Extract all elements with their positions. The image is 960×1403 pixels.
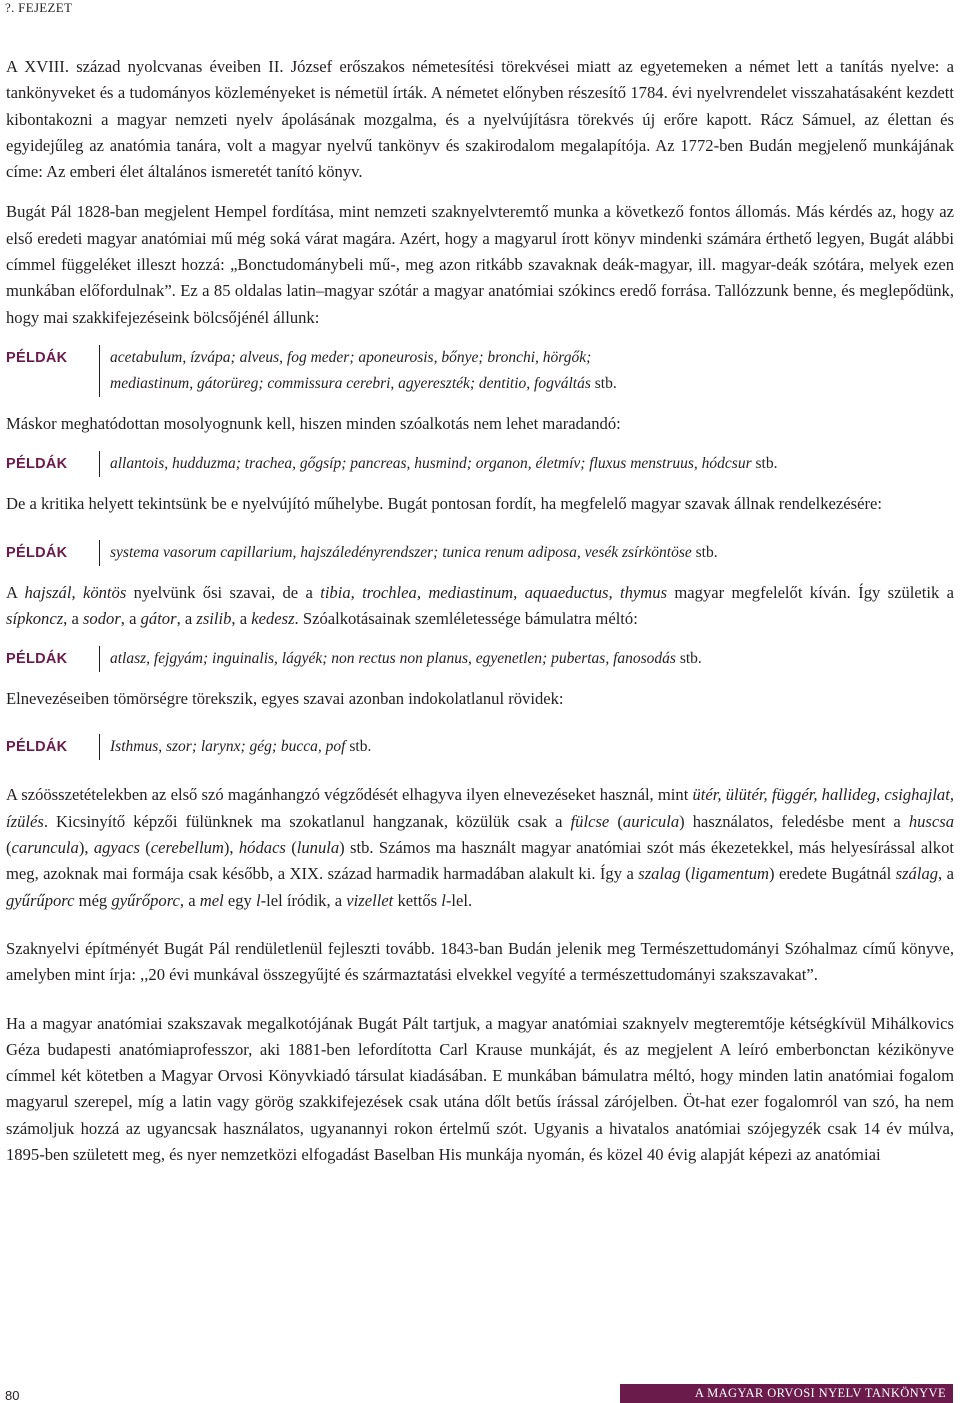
example-label: PÉLDÁK — [6, 739, 68, 756]
example-label: PÉLDÁK — [6, 544, 68, 561]
paragraph-5: A hajszál, köntös nyelvünk ősi szavai, de a tibia, trochlea, mediastinum, aquaeductus, thymus magyar megfelelőt kíván. Így születik a sípkoncz, a sodor, a gátor, a zsilib, a kedesz. Szóalkotásainak szemléletessége bámulatra méltó: — [6, 582, 954, 628]
example-text: atlasz, fejgyám; inguinalis, lágyék; non rectus non planus, egyenetlen; pubertas, fanosodás — [110, 650, 676, 668]
book-title-footer: A MAGYAR ORVOSI NYELV TANKÖNYVE — [620, 1384, 953, 1403]
example-body — [99, 734, 954, 760]
page-number: 80 — [5, 1388, 20, 1403]
example-line — [110, 371, 954, 397]
paragraph-9: Ha a magyar anatómiai szakszavak megalkotójának Bugát Pált tartjuk, a magyar anatómiai szaknyelv megteremtője kétségkívül Mihálkovics Géza budapesti anatómiaprofesszor, aki 1881-ben lefordította Carl Krause munkáját, és az megjelent A leíró emberbonctan kézikönyve címmel két kötetben a Magyar Orvosi Könyvkiadó társulat kiadásában. E munkában bámulatra méltó, hogy minden latin anatómiai fogalom magyarul szerepel, míg a latin vagy görög szakkifejezések csak utána dőlt betűs írással zárójelben. Öt-hat ezer fogalomról van szó, ha nem számoljuk hozzá az ugyancsak használatos, ugyanannyi rokon értelmű szót. Ugyanis a hivatalos anatómiai szójegyzék csak 14 év múlva, 1895-ben született meg, és nyer nemzetközi elfogadást Baselban His munkája nyomán, és közel 40 évig alapját képezi az anatómiai — [6, 1013, 954, 1165]
paragraph-8: Szaknyelvi építményét Bugát Pál rendületlenül fejleszti tovább. 1843-ban Budán jelenik meg Természettudományi Szóhalmaz című könyve, amelyben mint írja: ,,20 évi munkával összegyűjté és származtatási elvekkel vegyíté a természettudományi szakszavakat”. — [6, 938, 954, 985]
example-body — [99, 345, 954, 397]
example-text: allantois, hudduzma; trachea, gőgsíp; pancreas, husmind; organon, életmív; fluxus menstruus, hódcsur — [110, 455, 752, 473]
example-block-2 — [6, 451, 954, 477]
chapter-heading: ?. FEJEZET — [5, 0, 73, 15]
paragraph-4: De a kritika helyett tekintsünk be e nyelvújító műhelybe. Bugát pontosan fordít, ha megfelelő magyar szavak állnak rendelkezésére: — [6, 494, 882, 514]
example-body — [99, 451, 954, 477]
main-text — [6, 54, 954, 1168]
paragraph-2: Bugát Pál 1828-ban megjelent Hempel fordítása, mint nemzeti szaknyelvteremtő munka a következő fontos állomás. Más kérdés az, hogy az első eredeti magyar anatómiai mű még soká várat magára. Azért, hogy a magyarul írott könyv mindenki számára érthető legyen, Bugát alábbi címmel függeléket illeszt hozzá: „Bonctudománybeli mű-, meg azon ritkább szavaknak deák-magyar, ill. magyar-deák szótára, melyek ezen munkában előfordulnak”. Ez a 85 oldalas latin–magyar szótár a magyar anatómiai szókincs eredő forrása. Tallózzunk benne, és meglepődünk, hogy mai szakkifejezéseink bölcsőjénél állunk: — [6, 202, 954, 327]
example-text: mediastinum, gátorüreg; commissura cerebri, agyereszték; dentitio, fogváltás — [110, 374, 591, 392]
example-label: PÉLDÁK — [6, 651, 68, 668]
example-block-4 — [6, 646, 954, 672]
etc-abbrev: stb. — [345, 738, 372, 756]
etc-abbrev: stb. — [691, 543, 718, 561]
etc-abbrev: stb. — [751, 455, 778, 473]
paragraph-6: Elnevezéseiben tömörségre törekszik, egyes szavai azonban indokolatlanul rövidek: — [6, 689, 564, 709]
example-block-1 — [6, 345, 954, 397]
etc-abbrev: stb. — [675, 650, 702, 668]
example-text: systema vasorum capillarium, hajszáledényrendszer; tunica renum adiposa, vesék zsírköntöse — [110, 543, 692, 561]
example-body — [99, 646, 954, 672]
example-text: Isthmus, szor; larynx; gég; bucca, pof — [110, 738, 346, 756]
example-block-3 — [6, 540, 954, 566]
example-block-5 — [6, 734, 954, 760]
example-line: acetabulum, ízvápa; alveus, fog meder; aponeurosis, bőnye; bronchi, hörgők; — [110, 348, 592, 366]
example-label: PÉLDÁK — [6, 456, 68, 473]
example-body — [99, 540, 954, 566]
paragraph-1: A XVIII. század nyolcvanas éveiben II. József erőszakos németesítési törekvései miatt az egyetemeken a német lett a tanítás nyelve: a tankönyveket és a tudományos közleményeket is németül írták. A németet előnyben részesítő 1784. évi nyelvrendelet visszahatásaként kezdett kibontakozni a magyar nemzeti nyelv ápolásának mozgalma, és a nyelvújításra törekvés új erőre kapott. Rácz Sámuel, az élettan és egyidejűleg az anatómia tanára, volt a magyar nyelvű tankönyv és szakirodalom megalapítója. Az 1772-ben Budán megjelenő munkájának címe: Az emberi élet általános ismeretét tanító könyv. — [6, 57, 954, 182]
paragraph-3: Máskor meghatódottan mosolyognunk kell, hiszen minden szóalkotás nem lehet maradandó: — [6, 413, 621, 433]
example-label: PÉLDÁK — [6, 349, 68, 366]
paragraph-7: A szóösszetételekben az első szó magánhangzó végződését elhagyva ilyen elnevezéseket használ, mint ütér, ülütér, függér, hallideg, csighajlat, ízülés. Kicsinyítő képzői fülünknek ma szokatlanul hangzanak, közülük csak a fülcse (auricula) használatos, feledésbe ment a huscsa (caruncula), agyacs (cerebellum), hódacs (lunula) stb. Számos ma használt magyar anatómiai szót más ékezetekkel, más helyesírással alkot meg, azoknak mai formája csak később, a XIX. század harmadik harmadában alakult ki. Így a szalag (ligamentum) eredete Bugátnál szálag, a gyűrűporc még gyűrőporc, a mel egy l-lel íródik, a vizellet kettős l-lel. — [6, 785, 954, 910]
etc-abbrev: stb. — [590, 374, 617, 392]
